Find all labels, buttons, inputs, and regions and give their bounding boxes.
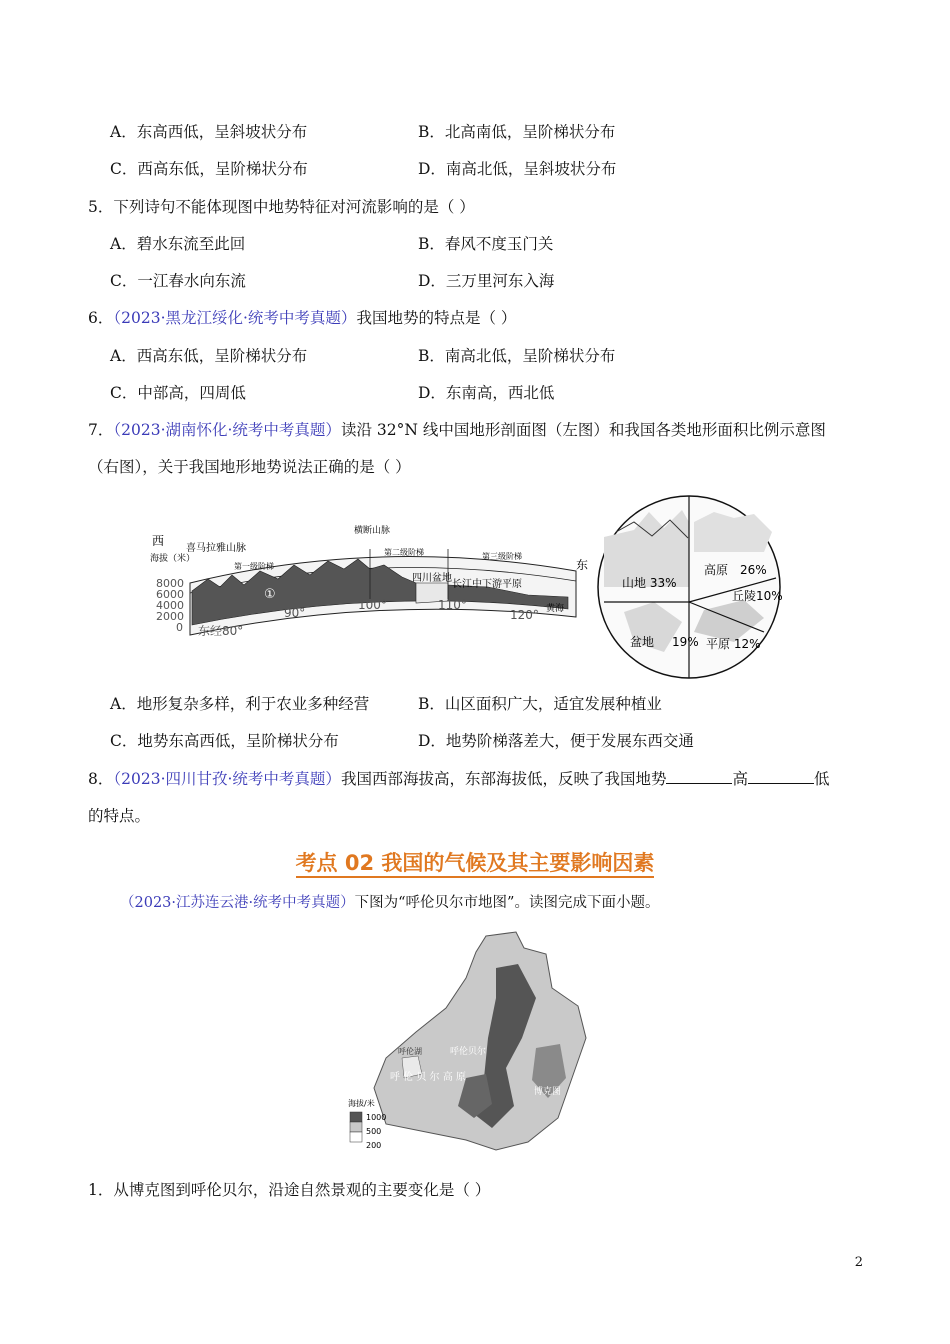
q5-stem: 5．下列诗句不能体现图中地势特征对河流影响的是（ ）: [88, 198, 475, 216]
q4-option-b: B．北高南低，呈阶梯状分布: [418, 123, 616, 141]
q5-option-d: D．三万里河东入海: [418, 272, 555, 290]
q6-source: （2023·黑龙江绥化·统考中考真题）: [113, 309, 357, 327]
profile-axis-label: 海拔（米）: [150, 554, 196, 564]
q6-option-b: B．南高北低，呈阶梯状分布: [418, 347, 616, 365]
profile-east-label: 东: [576, 558, 589, 572]
elev-tick-0: 0: [176, 621, 183, 634]
q8-stem-line2: 的特点。: [88, 807, 151, 825]
intro-source: （2023·江苏连云港·统考中考真题）: [120, 895, 355, 911]
pie-slice-basin-pct: 19%: [672, 635, 699, 649]
lon-tick-100: 100°: [358, 598, 387, 612]
map-label-hulunbuir: 呼伦贝尔: [450, 1047, 487, 1057]
q8-stem: [88, 769, 829, 789]
q7-text: 读沿 32°N 线中国地形剖面图（左图）和我国各类地形面积比例示意图: [340, 421, 826, 439]
q8-blank-1[interactable]: [666, 769, 732, 784]
q8-source: （2023·四川甘孜·统考中考真题）: [113, 770, 341, 788]
section-title: 考点 02 我国的气候及其主要影响因素: [0, 847, 950, 877]
lon-tick-80: 东经80°: [198, 624, 244, 638]
page-number: 2: [854, 1255, 863, 1270]
q8-text-c: 低: [813, 770, 830, 788]
intro-text: 下图为“呼伦贝尔市地图”。读图完成下面小题。: [354, 895, 660, 911]
landform-pie-figure: [594, 492, 784, 682]
q8-blank-2[interactable]: [748, 769, 814, 784]
q5-option-b: B．春风不度玉门关: [418, 235, 554, 253]
q7-option-d: D．地势阶梯落差大，便于发展东西交通: [418, 732, 694, 750]
q6-stem: [88, 308, 516, 328]
q7-option-b: B．山区面积广大，适宜发展种植业: [418, 695, 662, 713]
q6-number: 6．: [88, 309, 114, 327]
q6-option-d: D．东南高，西北低: [418, 384, 555, 402]
step3-label: 第三级阶梯: [482, 552, 522, 561]
hulunbuir-map-figure: [346, 928, 596, 1160]
map-label-boketu: 博克图: [534, 1087, 562, 1097]
himalaya-label: 喜马拉雅山脉: [186, 543, 246, 554]
map-legend-title: 海拔/米: [348, 1099, 375, 1108]
sichuan-basin-label: 四川盆地: [412, 573, 452, 584]
q4-option-a: A．东高西低，呈斜坡状分布: [110, 123, 308, 141]
pie-slice-plateau-pct: 26%: [740, 563, 767, 577]
map-legend-200: 200: [366, 1141, 382, 1150]
hengduan-label: 横断山脉: [354, 526, 391, 536]
q7-stem-line2: （右图），关于我国地形地势说法正确的是（ ）: [88, 458, 411, 476]
pie-slice-basin-name: 盆地: [630, 635, 655, 649]
profile-marker: ①: [264, 587, 276, 602]
lon-tick-120: 120°: [510, 608, 539, 622]
q5-option-c: C．一江春水向东流: [110, 272, 246, 290]
map-legend-500: 500: [366, 1127, 382, 1136]
q6-option-c: C．中部高，四周低: [110, 384, 246, 402]
pie-slice-plain: 平原 12%: [706, 637, 761, 651]
lon-tick-110: 110°: [438, 598, 467, 612]
pie-slice-hills: 丘陵10%: [732, 589, 783, 603]
q8-text-b: 高: [732, 770, 748, 788]
pie-slice-mountain: 山地 33%: [622, 576, 677, 590]
q8-text-a: 我国西部海拔高，东部海拔低，反映了我国地势: [340, 770, 667, 788]
map-legend-1000: 1000: [366, 1113, 387, 1122]
q5-option-a: A．碧水东流至此回: [110, 235, 246, 253]
q6-text: 我国地势的特点是（ ）: [356, 309, 517, 327]
q7-source: （2023·湖南怀化·统考中考真题）: [113, 421, 341, 439]
q7-number: 7．: [88, 421, 114, 439]
q7-option-c: C．地势东高西低，呈阶梯状分布: [110, 732, 339, 750]
profile-west-label: 西: [152, 534, 165, 548]
step1-label: 第一级阶梯: [234, 562, 274, 571]
pie-slice-plateau-name: 高原: [704, 563, 729, 577]
elev-tick-8000: 8000: [156, 577, 184, 590]
elev-tick-6000: 6000: [156, 588, 184, 601]
q8-number: 8．: [88, 770, 114, 788]
q1-stem: 1．从博克图到呼伦贝尔，沿途自然景观的主要变化是（ ）: [88, 1181, 491, 1199]
q4-option-d: D．南高北低，呈斜坡状分布: [418, 160, 617, 178]
q6-option-a: A．西高东低，呈阶梯状分布: [110, 347, 308, 365]
yangtze-plain-label: 长江中下游平原: [452, 579, 522, 590]
map-label-plateau: 呼 伦 贝 尔 高 原: [390, 1072, 466, 1083]
q4-option-c: C．西高东低，呈阶梯状分布: [110, 160, 308, 178]
step2-label: 第二级阶梯: [384, 548, 424, 557]
terrain-profile-figure: [148, 525, 594, 645]
lon-tick-90: 90°: [284, 606, 306, 620]
map-label-hulun-lake: 呼伦湖: [398, 1047, 422, 1056]
q7-stem: [88, 420, 826, 440]
q7-option-a: A．地形复杂多样，利于农业多种经营: [110, 695, 370, 713]
yellow-sea-label: 黄海: [546, 604, 565, 614]
elev-tick-2000: 2000: [156, 610, 184, 623]
intro-line: [120, 893, 659, 913]
elev-tick-4000: 4000: [156, 599, 184, 612]
